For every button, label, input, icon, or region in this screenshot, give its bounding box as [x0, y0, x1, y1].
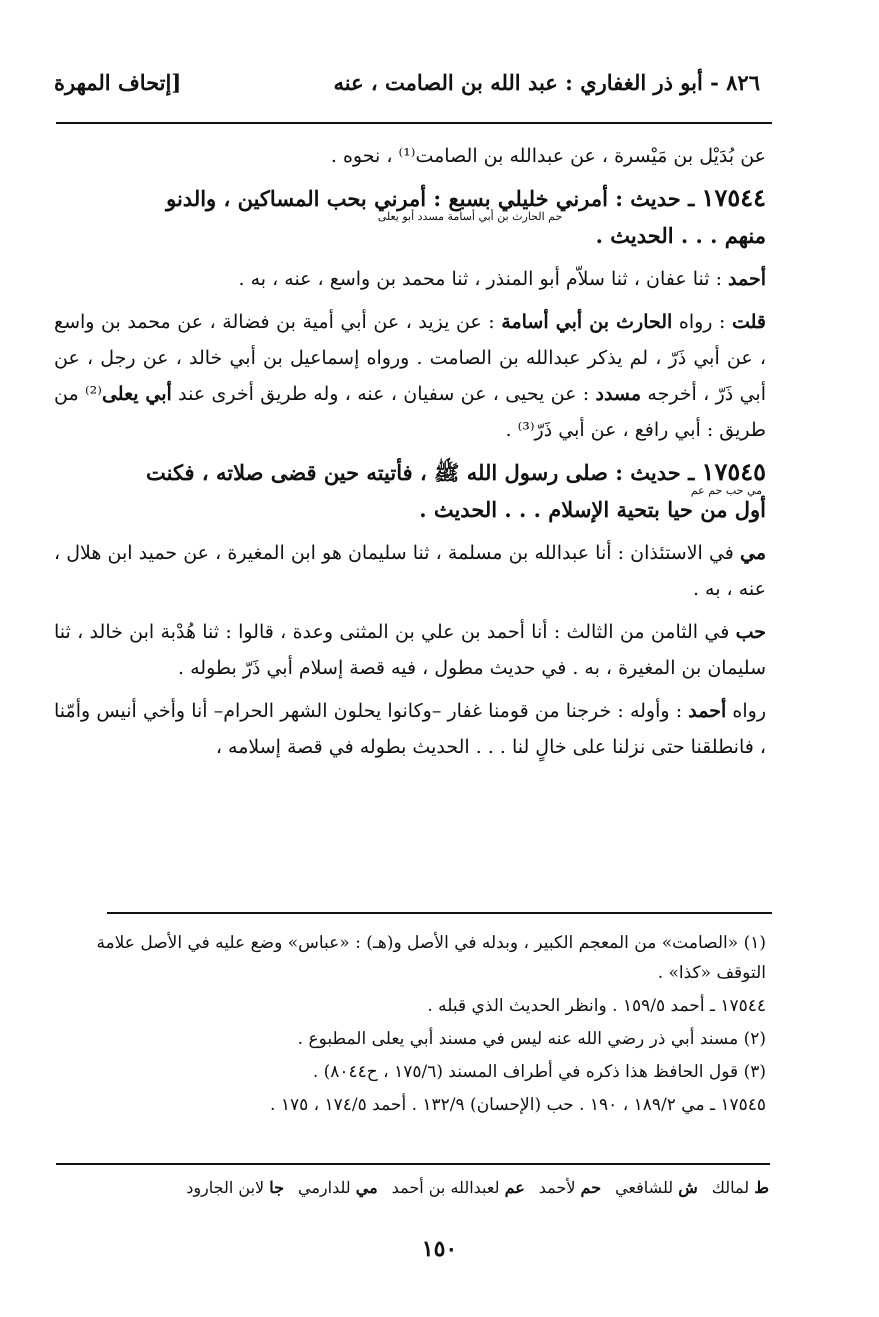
rawahu-ahmad: رواه أحمد : وأوله : خرجنا من قومنا غفار –وكانوا يحلون الشهر الحرام– أنا وأخي أنيس وأمّنا ، فانطلقنا حتى نزلنا على خالٍ لنا . . . الحديث بطوله في قصة إسلامه ، — [54, 700, 767, 758]
header-title: ٨٢٦ - أبو ذر الغفاري : عبد الله بن الصامت ، عنه — [333, 70, 760, 95]
hadith-text: ـ حديث : أمرني خليلي بسبع : أمرني بحب المساكين ، والدنو — [166, 186, 702, 211]
abbrev-item: حم لأحمد — [538, 1178, 602, 1197]
hadith-text: ـ حديث : صلى رسول الله ﷺ ، فأتيته حين قضى صلاته ، فكنت — [145, 460, 702, 485]
abbrev-item: جا لابن الجارود — [186, 1178, 285, 1197]
isnad-ahmad: أحمد : ثنا عفان ، ثنا سلاّم أبو المنذر ، ثنا محمد بن واسع ، عنه ، به . — [238, 268, 766, 290]
hadith-sigla: حم الحارث بن أبي أسامة مسدد أبو يعلى — [377, 210, 563, 223]
hadith-number: ١٧٥٤٤ — [701, 183, 766, 212]
hadith-17544 — [54, 181, 766, 253]
abbreviation-key — [109, 1178, 769, 1197]
continuation-line: عن بُدَيْل بن مَيْسرة ، عن عبدالله بن الصامت⁽¹⁾ ، نحوه . — [330, 145, 766, 167]
hadith-text-cont: منهم . . . الحديث . — [595, 223, 766, 248]
abbrev-item: مي للدارمي — [298, 1178, 378, 1197]
footnote-2: (٢) مسند أبي ذر رضي الله عنه ليس في مسند أبي يعلى المطبوع . — [297, 1029, 766, 1049]
page-number: ١٥٠ — [421, 1236, 458, 1262]
abbrev-item: ش للشافعي — [615, 1178, 698, 1197]
footnote-1: (١) «الصامت» من المعجم الكبير ، وبدله في الأصل و(هـ) : «عباس» وضع عليه في الأصل علامة التوقف «كذا» . — [96, 933, 766, 983]
hadith-17545 — [54, 455, 766, 527]
qultu-note: قلت : رواه الحارث بن أبي أسامة : عن يزيد ، عن أبي أمية بن فضالة ، عن محمد بن واسع ، عن أبي ذَرّ ، لم يذكر عبدالله بن الصامت . ورواه إسماعيل بن أبي خالد ، عن رجل ، عن أبي ذَرّ ، أخرجه مسدد : عن يحيى ، عن سفيان ، عنه ، وله طريق أخرى عند أبي يعلى⁽²⁾ من طريق : أبي رافع ، عن أبي ذَرّ⁽³⁾ . — [54, 311, 766, 441]
abbrev-item: عم لعبدالله بن أحمد — [391, 1178, 525, 1197]
footnote-3: (٣) قول الحافظ هذا ذكره في أطراف المسند (١٧٥/٦ ، ح٨٠٤٤) . — [312, 1062, 766, 1082]
isnad-ibn-hibban: حب في الثامن من الثالث : أنا أحمد بن علي بن المثنى وعدة ، قالوا : ثنا هُدْبة ابن خالد ، ثنا سليمان بن المغيرة ، به . في حديث مطول ، فيه قصة إسلام أبي ذَرّ بطوله . — [54, 621, 766, 679]
hadith-sigla: مي حب حم عم — [690, 484, 762, 497]
abbrev-item: ط لمالك — [711, 1178, 769, 1197]
footnotes — [54, 928, 766, 1123]
running-header — [54, 70, 760, 106]
isnad-darimi: مي في الاستئذان : أنا عبدالله بن مسلمة ، ثنا سليمان هو ابن المغيرة ، عن حميد ابن هلال ، عنه ، به . — [54, 542, 766, 600]
hadith-number: ١٧٥٤٥ — [701, 457, 766, 486]
hadith-text-cont: أول من حيا بتحية الإسلام . . . الحديث . — [419, 497, 766, 522]
abbrev-rule — [56, 1163, 770, 1165]
main-text — [54, 138, 766, 772]
footnote-ref-17545: ١٧٥٤٥ ـ مي ١٨٩/٢ ، ١٩٠ . حب (الإحسان) ١٣٢/٩ . أحمد ١٧٤/٥ ، ١٧٥ . — [270, 1095, 766, 1115]
footnote-rule — [107, 912, 772, 914]
header-book-name: [إتحاف المهرة — [54, 70, 182, 95]
footnote-ref-17544: ١٧٥٤٤ ـ أحمد ١٥٩/٥ . وانظر الحديث الذي قبله . — [427, 996, 766, 1016]
header-rule — [56, 122, 772, 124]
